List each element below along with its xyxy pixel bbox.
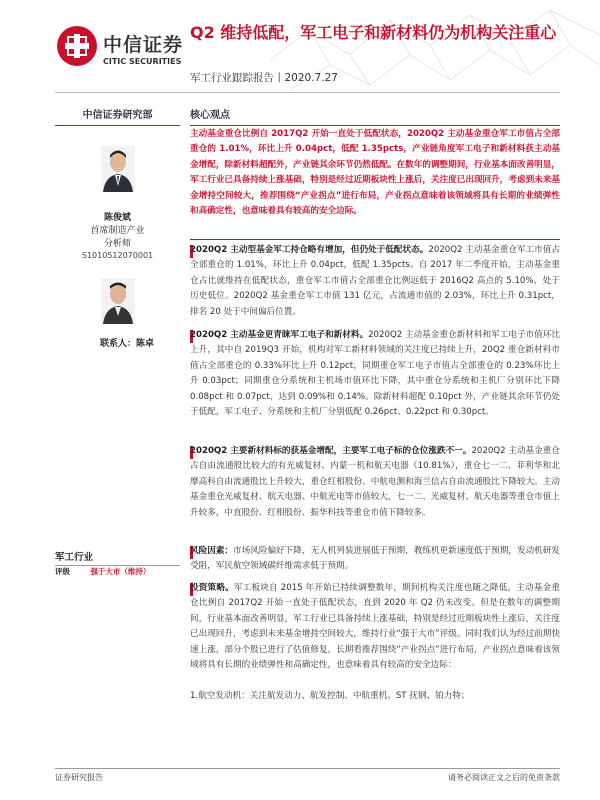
core-view-heading: 核心观点 [190,106,560,126]
header-pattern [270,0,600,100]
citic-logo-icon [55,24,99,68]
analyst-name: 陈俊斌 [103,213,131,223]
footer-left: 证券研究报告 [55,773,103,782]
paragraph-segments-lead: 2020Q2 主动基金更青睐军工电子和新材料。 [190,330,369,340]
paragraph-segments-body: 2020Q2 主动基金重仓新材料和军工电子市值环比上升，其中自 2019Q3 开始，机构对军工新材料领域的关注度已持续上升，20Q2 重仓新材料市值占全部重仓的 0.33%环比上升 0.12pct，同期重仓军工电子市值占全部重仓的 0.23%环比上升 0.03pct；同期重仓分系统和主机场市值环比下降，其中重仓分系统和主机厂分别环比下降 0.08pct 和 0.07pct，达到 0.09%和 0.14%。除新材料超配 0.10pct 外，产业链其余环节仍处于低配，军工电子、分系统和主机厂分别低配 0.26pct、0.22pct 和 0.30pct。 [190,330,560,418]
summary-paragraph: 主动基金重仓比例自 2017Q2 开始一直处于低配状态，2020Q2 主动基金重仓军工市值占全部重仓的 1.01%，环比上升 0.04pct，低配 1.35pcts，产业链角度军工电子和新材料获主动基金增配，除新材料超配外，产业链其余环节仍然低配。在数年的调整期间，行业基本面改善明显，军工行业已具备持续上涨基础，特别是经过近期板块性上涨后，关注度已出现回升，考虑到未来基金增持空间较大，推荐围绕“产业拐点”进行布局，产业拐点意味着该领域将具有长期的业绩弹性和高确定性，也意味着具有较高的安全边际。 [190,129,560,217]
rating-row [55,566,150,577]
analyst-role-1: 首席制造产业 [90,226,145,236]
logo-text-en: CITIC SECURITIES [103,57,182,66]
rating-value: 强于大市（维持） [90,567,151,576]
industry-heading: 军工行业 [55,549,180,566]
analyst-cert: S1010512070001 [81,251,154,260]
contact-label: 联系人：陈卓 [100,339,155,349]
paragraph-strategy [190,581,560,673]
summary-divider [190,239,560,240]
analyst-role-2: 分析师 [103,239,131,249]
contact-avatar [101,278,135,324]
paragraph-stocks [190,444,560,521]
footer-divider [55,768,560,769]
report-subtitle: 军工行业跟踪报告丨2020.7.27 [190,72,338,84]
paragraph-holdings-lead: 2020Q2 主动型基金军工持仓略有增加，但仍处于低配状态。 [190,245,429,255]
paragraph-risks [190,544,560,575]
sidebar-heading: 中信证券研究部 [55,106,180,126]
logo-text-cn: 中信证券 [103,34,184,56]
paragraph-stocks-lead: 2020Q2 主要新材料标的获基金增配，主要军工电子标的仓位涨跌不一。 [190,446,472,456]
rating-label: 评级 [55,567,70,576]
paragraph-segments [190,328,560,420]
analyst-avatar [101,146,135,192]
paragraph-holdings-body: 2020Q2 主动基金重仓军工市值占全部重仓的 1.01%，环比上升 0.04pct，低配 1.35pcts。自 2017 年二季度开始，主动基金重仓占比就维持在低配状态，重仓军工市值占全部重仓比例远低于 2016Q2 高点的 5.10%，处于历史低位。2020Q2 基金重仓军工市值 131 亿元，占流通市值的 2.03%，环比上升 0.31pct，排名 20 处于中间偏后位置。 [190,245,560,317]
paragraph-stocks-body: 2020Q2 主动基金重仓占自由流通股比较大的有光威复材、内蒙一机和航天电器（10.81%），重仓七一二、菲利华和北摩高科自由流通股比上升较大，重仓红相股份、中航电测和海兰信占自由流通股比下降较大。主动基金重仓光威复材、航天电器、中航光电等市值较大，七一二、光威复材、航天电器等重仓市值上升较多，中直股份、红相股份、振华科技等重仓市值下降较多。 [190,446,560,518]
report-title: Q2 维持低配，军工电子和新材料仍为机构关注重心 [190,23,557,42]
header-divider [55,92,560,93]
paragraph-risks-lead: 风险因素： [190,546,234,556]
footer-disclaimer: 请务必阅读正文之后的免责条款 [448,773,560,782]
paragraph-risks-body: 市场风险偏好下降，无人机列装进展低于预期，教练机更新速度低于预期，发动机研发受阻，军民航空领域碳纤维需求低于预期。 [190,546,560,572]
paragraph-strategy-lead: 投资策略。 [190,583,234,593]
paragraph-holdings [190,243,560,320]
strategy-list-item-1: 1.航空发动机：关注航发动力、航发控制、中航重机、ST 抚钢、铂力特； [190,691,470,701]
paragraph-strategy-body: 军工板块自 2015 年开始已持续调整数年，期间机构关注度也随之降低，主动基金重仓比例自 2017Q2 开始一直处于低配状态，直到 2020 年 Q2 仍未改变。但是在数年的调整期间，行业基本面改善明显，军工行业已具备持续上涨基础，特别是经过近期板块性上涨后，关注度已出现回升，考虑到未来基金增持空间较大，维持行业“强于大市”评级。同时我们认为经过前期快速上涨，部分个股已进行了估值修复，长期看推荐围绕“产业拐点”进行布局，产业拐点意味着该领域将具有长期的业绩弹性和高确定性，也意味着具有较高的安全边际： [190,583,560,671]
